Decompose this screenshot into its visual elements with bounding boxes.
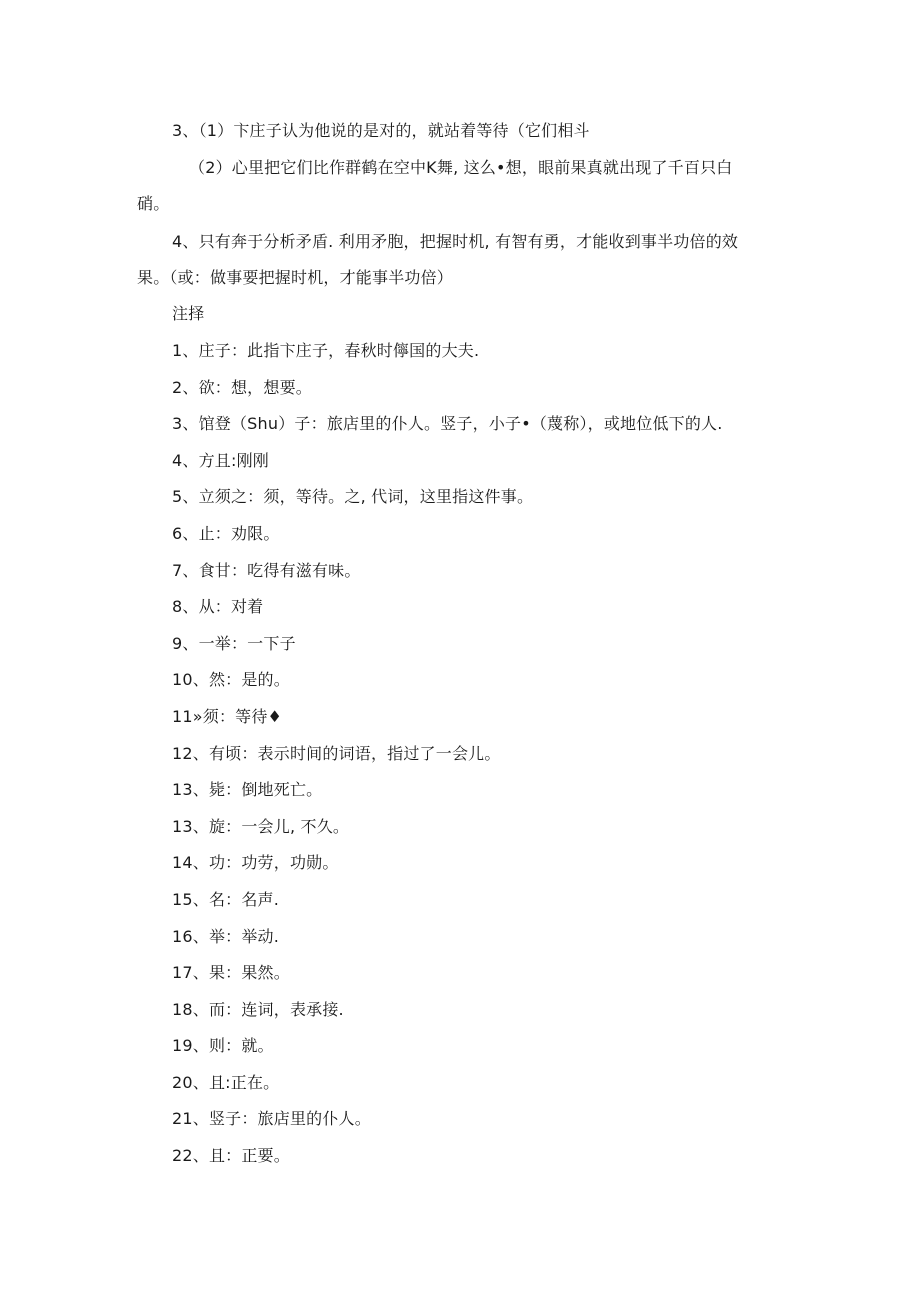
note-item: 14、功：功劳，功勋。 bbox=[172, 853, 339, 873]
notes-heading: 注择 bbox=[172, 304, 205, 323]
note-item: 9、一举：一下子 bbox=[172, 633, 296, 653]
note-item: 10、然：是的。 bbox=[172, 670, 290, 690]
note-item: 16、举：举动. bbox=[172, 926, 280, 946]
notes-list bbox=[172, 340, 723, 1182]
note-item: 8、从：对着 bbox=[172, 597, 264, 617]
note-item: 11»须：等待♦ bbox=[172, 706, 283, 726]
answer-3-part-1: 3、（1）卞庄子认为他说的是对的，就站着等待（它们相斗 bbox=[172, 121, 590, 140]
note-item: 1、庄子：此指卞庄子，春秋时儜国的大夫. bbox=[172, 341, 480, 360]
note-item: 6、止：劝限。 bbox=[172, 523, 280, 543]
note-item: 5、立须之：须，等待。之, 代词，这里指这件事。 bbox=[172, 487, 534, 507]
note-item: 7、食甘：吃得有滋有味。 bbox=[172, 560, 361, 580]
note-item: 20、且:正在。 bbox=[172, 1072, 280, 1092]
answer-4: 4、只有奔于分析矛盾. 利用矛胞，把握时机, 有智有勇，才能收到事半功倍的效 bbox=[172, 232, 739, 251]
answer-3-part-2-continued: 硝。 bbox=[137, 194, 170, 213]
note-item: 17、果：果然。 bbox=[172, 963, 290, 983]
note-item: 18、而：连词，表承接. bbox=[172, 999, 344, 1019]
note-item: 3、馆登（Shu）子：旅店里的仆人。竖子，小子•（蔑称），或地位低下的人. bbox=[172, 414, 723, 434]
note-item: 12、有顷：表示时间的词语，指过了一会儿。 bbox=[172, 743, 501, 763]
note-item: 2、欲：想，想要。 bbox=[172, 377, 312, 397]
note-item: 19、则：就。 bbox=[172, 1036, 274, 1056]
note-item: 22、且：正要。 bbox=[172, 1146, 290, 1166]
note-item: 21、竖子：旅店里的仆人。 bbox=[172, 1109, 371, 1129]
note-item: 15、名：名声. bbox=[172, 889, 280, 909]
note-item: 4、方且:刚刚 bbox=[172, 450, 269, 470]
answer-4-continued: 果。（或：做事要把握时机，才能事半功倍） bbox=[137, 268, 454, 287]
note-item: 13、毙：倒地死亡。 bbox=[172, 780, 323, 800]
note-item: 13、旋：一会儿, 不久。 bbox=[172, 816, 350, 836]
answer-3-part-2: （2）心里把它们比作群鹤在空中K舞, 这么•想，眼前果真就出现了千百只白 bbox=[189, 158, 733, 177]
